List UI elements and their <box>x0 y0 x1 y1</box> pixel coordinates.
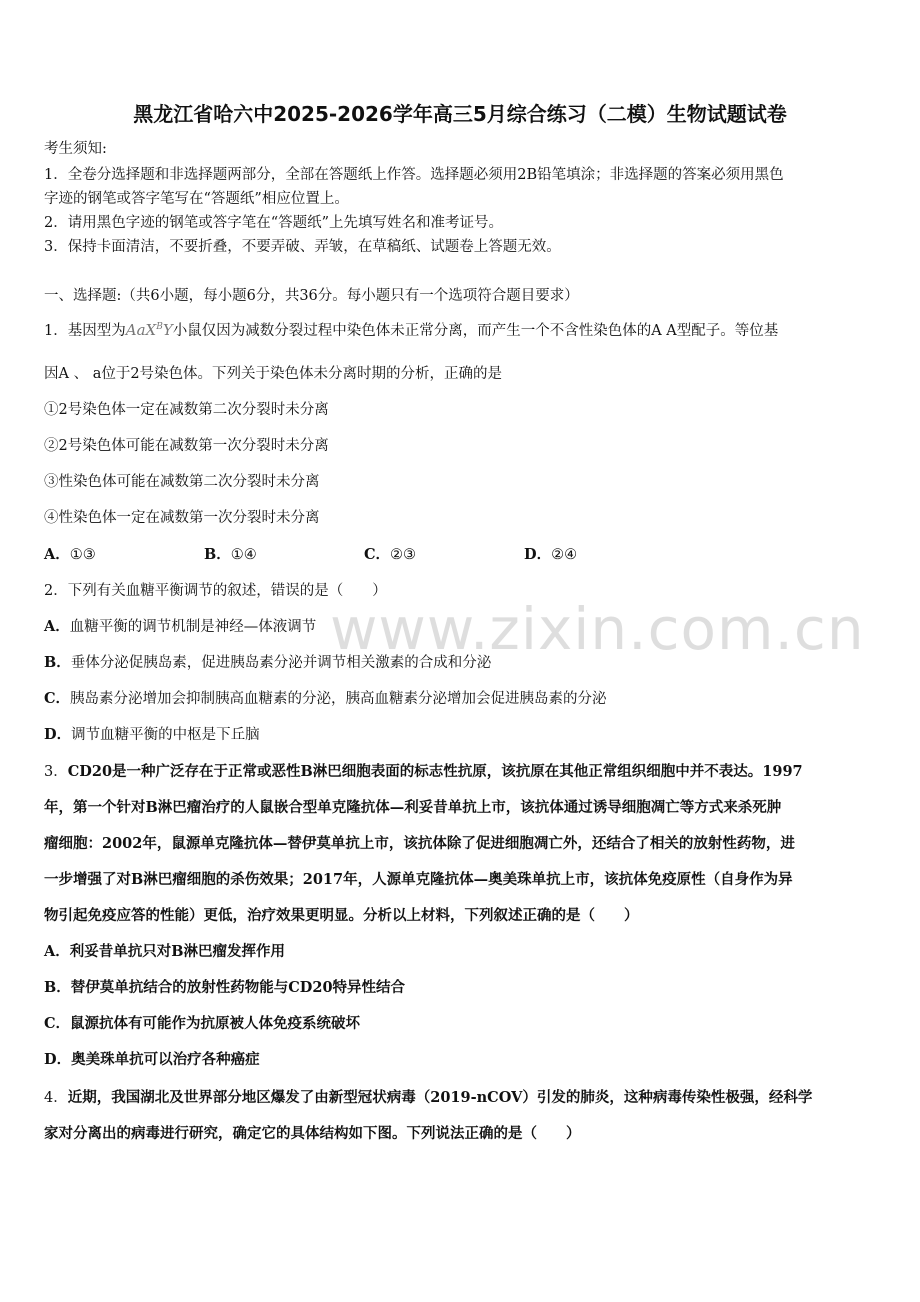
question-4-line: 家对分离出的病毒进行研究，确定它的具体结构如下图。下列说法正确的是（ ） <box>44 1125 581 1142</box>
genotype-formula <box>126 321 173 339</box>
option-a[interactable] <box>44 940 880 961</box>
option-text: 替伊莫单抗结合的放射性药物能与CD20特异性结合 <box>70 979 406 996</box>
statement: ④性染色体一定在减数第一次分裂时未分离 <box>44 510 320 526</box>
watermark: www.zixin.com.cn <box>330 595 865 663</box>
stem-text: CD20是一种广泛存在于正常或恶性B淋巴细胞表面的标志性抗原，该抗原在其他正常组织细胞中并不表达。1997 <box>67 763 803 780</box>
question-number: 3． <box>44 764 68 780</box>
notice-item: 2．请用黑色字迹的钢笔或答字笔在“答题纸”上先填写姓名和准考证号。 <box>44 215 504 231</box>
option-text: 奥美珠单抗可以治疗各种癌症 <box>71 1051 260 1068</box>
choice-text: ②③ <box>390 547 417 563</box>
question-2-stem: 2．下列有关血糖平衡调节的叙述，错误的是（ ） <box>44 583 387 599</box>
question-4-stem <box>44 1086 880 1107</box>
option-text: 胰岛素分泌增加会抑制胰高血糖素的分泌，胰高血糖素分泌增加会促进胰岛素的分泌 <box>70 691 607 707</box>
notice-item: 3．保持卡面清洁，不要折叠，不要弄破、弄皱，在草稿纸、试题卷上答题无效。 <box>44 239 561 255</box>
option-d[interactable] <box>44 723 880 744</box>
option-letter: C． <box>44 690 71 707</box>
question-1-stem <box>44 319 880 340</box>
option-letter: D． <box>44 726 72 743</box>
option-letter: D． <box>44 1051 72 1068</box>
choice-text: ②④ <box>551 547 578 563</box>
option-letter: A． <box>44 618 70 635</box>
notice-heading: 考生须知: <box>44 141 107 157</box>
option-text: 垂体分泌促胰岛素，促进胰岛素分泌并调节相关激素的合成和分泌 <box>70 655 492 671</box>
choice-letter: A． <box>44 546 70 563</box>
q1-suffix: 小鼠仅因为减数分裂过程中染色体未正常分离，而产生一个不含性染色体的A A型配子。等位基 <box>172 323 779 339</box>
question-number: 4． <box>44 1090 68 1106</box>
option-letter: C． <box>44 1015 71 1032</box>
choice-d[interactable] <box>524 543 577 564</box>
choice-text: ①③ <box>69 547 96 563</box>
notice-item: 1．全卷分选择题和非选择题两部分，全部在答题纸上作答。选择题必须用2B铅笔填涂；非选择题的答案必须用黑色 <box>44 167 784 183</box>
section-heading: 一、选择题:（共6小题，每小题6分，共36分。每小题只有一个选项符合题目要求） <box>44 288 579 304</box>
option-text: 利妥昔单抗只对B淋巴瘤发挥作用 <box>69 943 286 960</box>
choice-c[interactable] <box>364 543 416 564</box>
choice-text: ①④ <box>230 547 257 563</box>
q1-prefix: 1．基因型为 <box>44 323 126 339</box>
option-text: 鼠源抗体有可能作为抗原被人体免疫系统破坏 <box>70 1015 361 1032</box>
question-1-line2: 因A 、 a位于2号染色体。下列关于染色体未分离时期的分析，正确的是 <box>44 366 503 382</box>
question-3-line: 年，第一个针对B淋巴瘤治疗的人鼠嵌合型单克隆抗体—利妥昔单抗上市，该抗体通过诱导细胞凋亡等方式来杀死肿 <box>44 799 782 816</box>
option-letter: A． <box>44 943 70 960</box>
choice-letter: C． <box>364 546 391 563</box>
statement: ③性染色体可能在减数第二次分裂时未分离 <box>44 474 320 490</box>
option-c[interactable] <box>44 1012 880 1033</box>
choice-b[interactable] <box>204 543 257 564</box>
question-3-line: 一步增强了对B淋巴瘤细胞的杀伤效果；2017年，人源单克隆抗体—奥美珠单抗上市，该抗体免疫原性（自身作为异 <box>44 871 793 888</box>
stem-text: 近期，我国湖北及世界部分地区爆发了由新型冠状病毒（2019-nCOV）引发的肺炎，这种病毒传染性极强，经科学 <box>67 1089 813 1106</box>
option-b[interactable] <box>44 976 880 997</box>
statement: ②2号染色体可能在减数第一次分裂时未分离 <box>44 438 329 454</box>
option-d[interactable] <box>44 1048 880 1069</box>
choice-letter: B． <box>204 546 231 563</box>
genotype-base: AaX <box>125 321 157 339</box>
notice-item: 字迹的钢笔或答字笔写在“答题纸”相应位置上。 <box>44 191 349 207</box>
option-letter: B． <box>44 979 71 996</box>
question-3-line: 物引起免疫应答的性能）更低，治疗效果更明显。分析以上材料，下列叙述正确的是（ ） <box>44 907 639 924</box>
genotype-tail: Y <box>162 321 173 339</box>
choice-letter: D． <box>524 546 552 563</box>
option-c[interactable] <box>44 687 880 708</box>
question-3-stem <box>44 760 880 781</box>
question-3-line: 瘤细胞：2002年，鼠源单克隆抗体—替伊莫单抗上市，该抗体除了促进细胞凋亡外，还结合了相关的放射性药物，进 <box>44 835 795 852</box>
option-text: 血糖平衡的调节机制是神经—体液调节 <box>69 619 317 635</box>
option-text: 调节血糖平衡的中枢是下丘脑 <box>71 727 260 743</box>
genotype-sup: B <box>156 322 163 332</box>
statement: ①2号染色体一定在减数第二次分裂时未分离 <box>44 402 329 418</box>
page-title: 黑龙江省哈六中2025-2026学年高三5月综合练习（二模）生物试题试卷 <box>133 102 787 126</box>
choice-a[interactable] <box>44 543 96 564</box>
option-letter: B． <box>44 654 71 671</box>
